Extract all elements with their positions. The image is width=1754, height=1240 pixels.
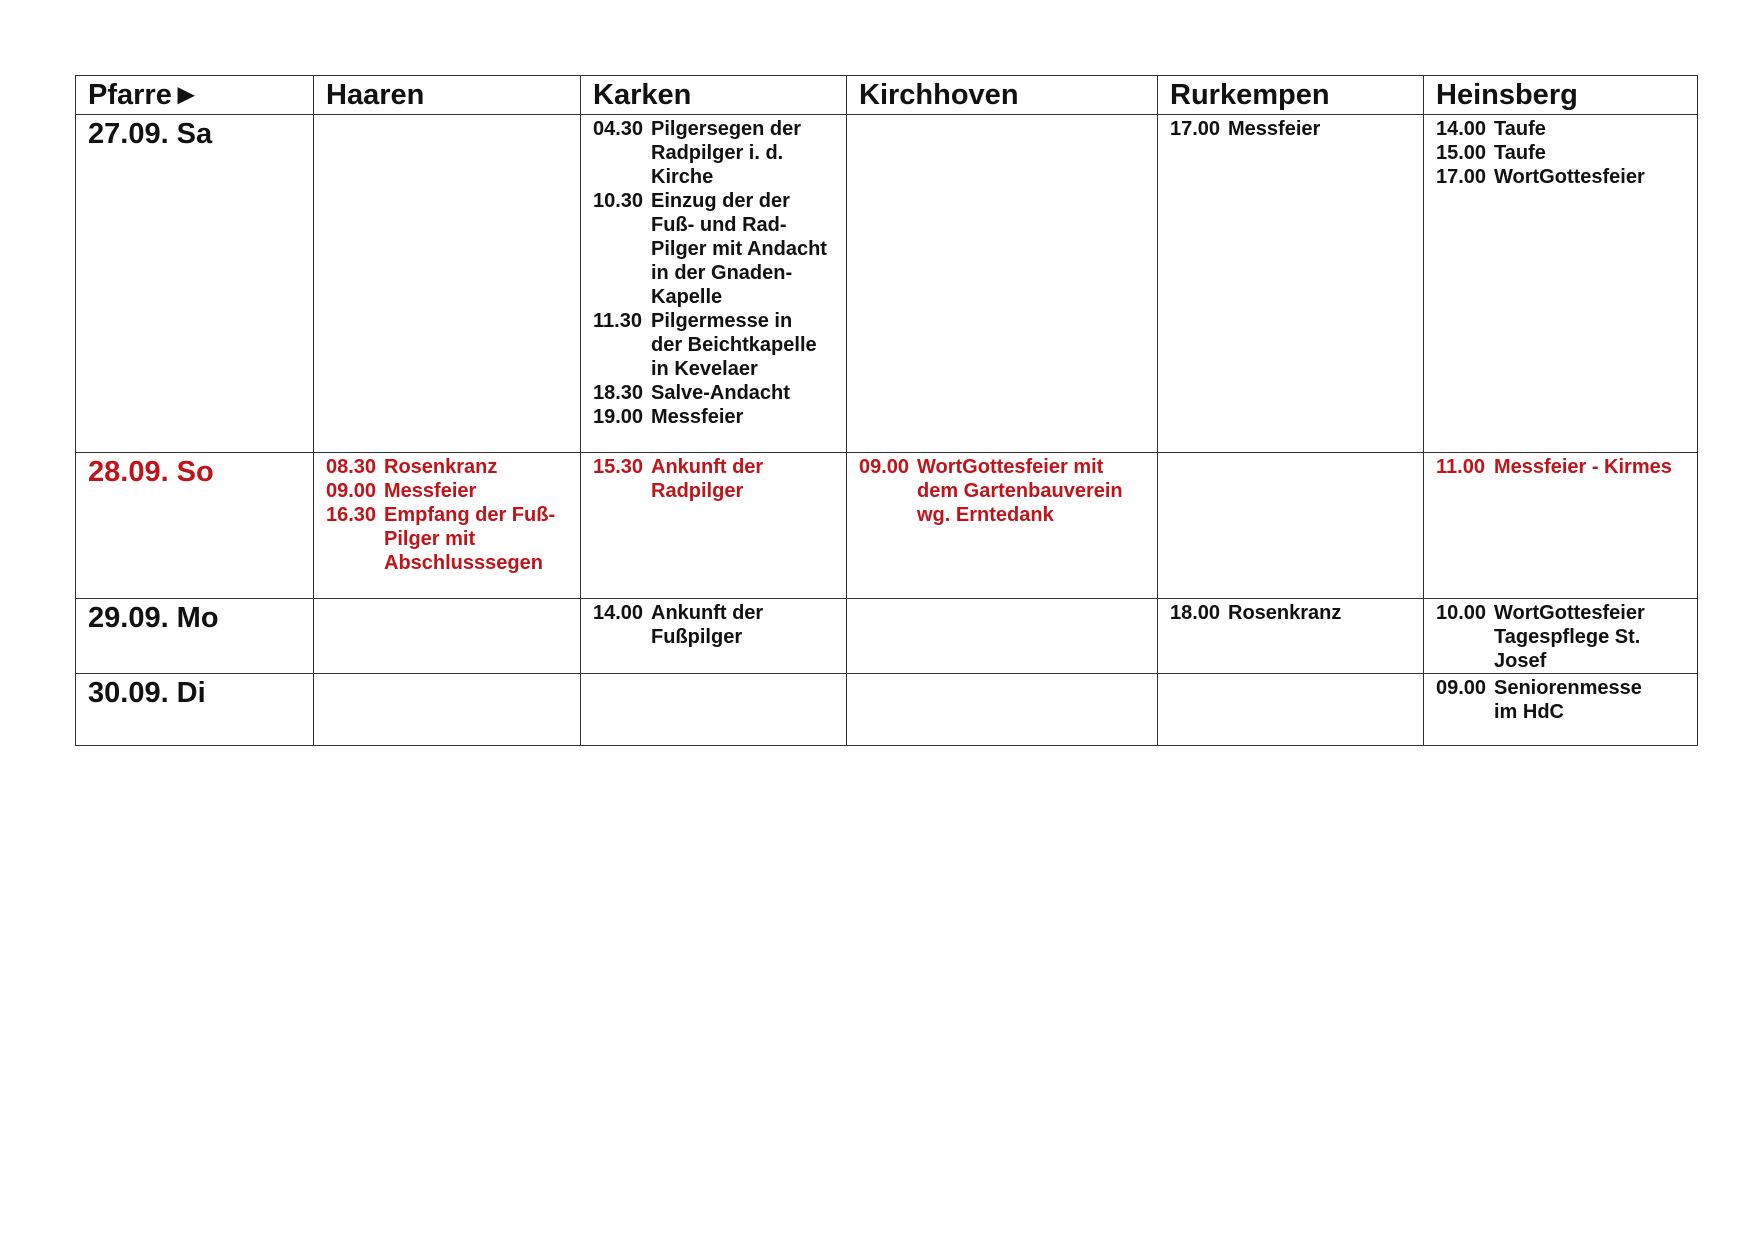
karken-cell	[581, 453, 847, 599]
kirchhoven-cell	[847, 599, 1158, 674]
haaren-cell	[314, 453, 581, 599]
date-cell	[76, 453, 314, 599]
haaren-cell	[314, 115, 581, 453]
entry-text: WortGottesfeier	[1494, 166, 1645, 188]
entry-text: WortGottesfeier Tagespflege St. Josef	[1494, 602, 1645, 672]
kirchhoven-cell	[847, 674, 1158, 746]
entry-text: Messfeier	[651, 406, 744, 428]
schedule-entry	[326, 455, 580, 479]
kirchhoven-cell	[847, 453, 1158, 599]
schedule-entry	[1436, 117, 1697, 141]
date-label: 28.09. So	[88, 456, 214, 488]
entry-text: Ankunft der Fußpilger	[651, 602, 764, 648]
entry-text: Messfeier	[384, 480, 477, 502]
entry-time: 10.00	[1436, 602, 1487, 624]
entry-time: 04.30	[593, 118, 644, 140]
entry-time: 14.00	[593, 602, 644, 624]
entry-time: 18.00	[1170, 602, 1221, 624]
heinsberg-cell	[1424, 115, 1698, 453]
entry-time: 15.30	[593, 456, 644, 478]
entry-text: Taufe	[1494, 118, 1546, 140]
haaren-cell	[314, 599, 581, 674]
schedule-entry	[1436, 141, 1697, 165]
entry-time: 09.00	[1436, 677, 1487, 699]
entry-text: Messfeier	[1228, 118, 1321, 140]
date-label: 29.09. Mo	[88, 602, 219, 634]
date-label: 27.09. Sa	[88, 118, 213, 150]
entry-text: Pilgermesse in der Beichtkapelle in Kevelaer	[651, 310, 817, 380]
header-kirchhoven: Kirchhoven	[847, 76, 1158, 115]
date-cell	[76, 599, 314, 674]
header-row	[76, 76, 1698, 115]
entry-time: 10.30	[593, 190, 644, 212]
entry-text: WortGottesfeier mit dem Gartenbauverein wg. Erntedank	[917, 456, 1123, 526]
entry-text: Pilgersegen der Radpilger i. d. Kirche	[651, 118, 802, 188]
day-row	[76, 599, 1698, 674]
entry-time: 15.00	[1436, 142, 1487, 164]
rurkempen-cell	[1158, 599, 1424, 674]
entry-text: Rosenkranz	[384, 456, 498, 478]
schedule-entry	[593, 405, 846, 429]
entry-text: Empfang der Fuß- Pilger mit Abschlusssegen	[384, 504, 556, 574]
schedule-entry	[1436, 455, 1697, 479]
heinsberg-cell	[1424, 674, 1698, 746]
karken-cell	[581, 599, 847, 674]
rurkempen-cell	[1158, 453, 1424, 599]
entry-time: 11.30	[593, 310, 642, 332]
schedule-entry	[593, 381, 846, 405]
entry-time: 16.30	[326, 504, 377, 526]
header-pfarre: Pfarre►	[76, 76, 314, 115]
entry-text: Seniorenmesse im HdC	[1494, 677, 1642, 723]
entry-time: 14.00	[1436, 118, 1487, 140]
heinsberg-cell	[1424, 453, 1698, 599]
header-haaren: Haaren	[314, 76, 581, 115]
entry-time: 09.00	[859, 456, 910, 478]
date-cell	[76, 674, 314, 746]
entry-time: 11.00	[1436, 456, 1485, 478]
day-row	[76, 115, 1698, 453]
schedule-entry	[593, 189, 846, 309]
schedule-entry	[1170, 601, 1423, 625]
header-heinsberg: Heinsberg	[1424, 76, 1698, 115]
header-karken: Karken	[581, 76, 847, 115]
schedule-entry	[593, 309, 846, 381]
entry-text: Einzug der der Fuß- und Rad- Pilger mit Andacht in der Gnaden- Kapelle	[651, 190, 827, 308]
heinsberg-cell	[1424, 599, 1698, 674]
schedule-entry	[326, 503, 580, 575]
day-row-sunday	[76, 453, 1698, 599]
day-row	[76, 674, 1698, 746]
schedule-entry	[1170, 117, 1423, 141]
schedule-entry	[1436, 165, 1697, 189]
rurkempen-cell	[1158, 115, 1424, 453]
entry-text: Rosenkranz	[1228, 602, 1342, 624]
entry-text: Taufe	[1494, 142, 1546, 164]
entry-time: 17.00	[1436, 166, 1487, 188]
entry-text: Ankunft der Radpilger	[651, 456, 764, 502]
entry-time: 17.00	[1170, 118, 1221, 140]
schedule-entry	[1436, 676, 1697, 724]
schedule-entry	[1436, 601, 1697, 673]
haaren-cell	[314, 674, 581, 746]
date-cell	[76, 115, 314, 453]
schedule-entry	[593, 455, 846, 503]
rurkempen-cell	[1158, 674, 1424, 746]
date-label: 30.09. Di	[88, 677, 206, 709]
karken-cell	[581, 674, 847, 746]
entry-time: 08.30	[326, 456, 377, 478]
entry-time: 19.00	[593, 406, 644, 428]
schedule-entry	[326, 479, 580, 503]
schedule-entry	[593, 117, 846, 189]
schedule-entry	[593, 601, 846, 649]
entry-time: 09.00	[326, 480, 377, 502]
entry-text: Messfeier - Kirmes	[1494, 456, 1672, 478]
entry-text: Salve-Andacht	[651, 382, 790, 404]
karken-cell	[581, 115, 847, 453]
header-rurkempen: Rurkempen	[1158, 76, 1424, 115]
schedule-table	[75, 75, 1698, 746]
kirchhoven-cell	[847, 115, 1158, 453]
schedule-entry	[859, 455, 1157, 527]
entry-time: 18.30	[593, 382, 644, 404]
